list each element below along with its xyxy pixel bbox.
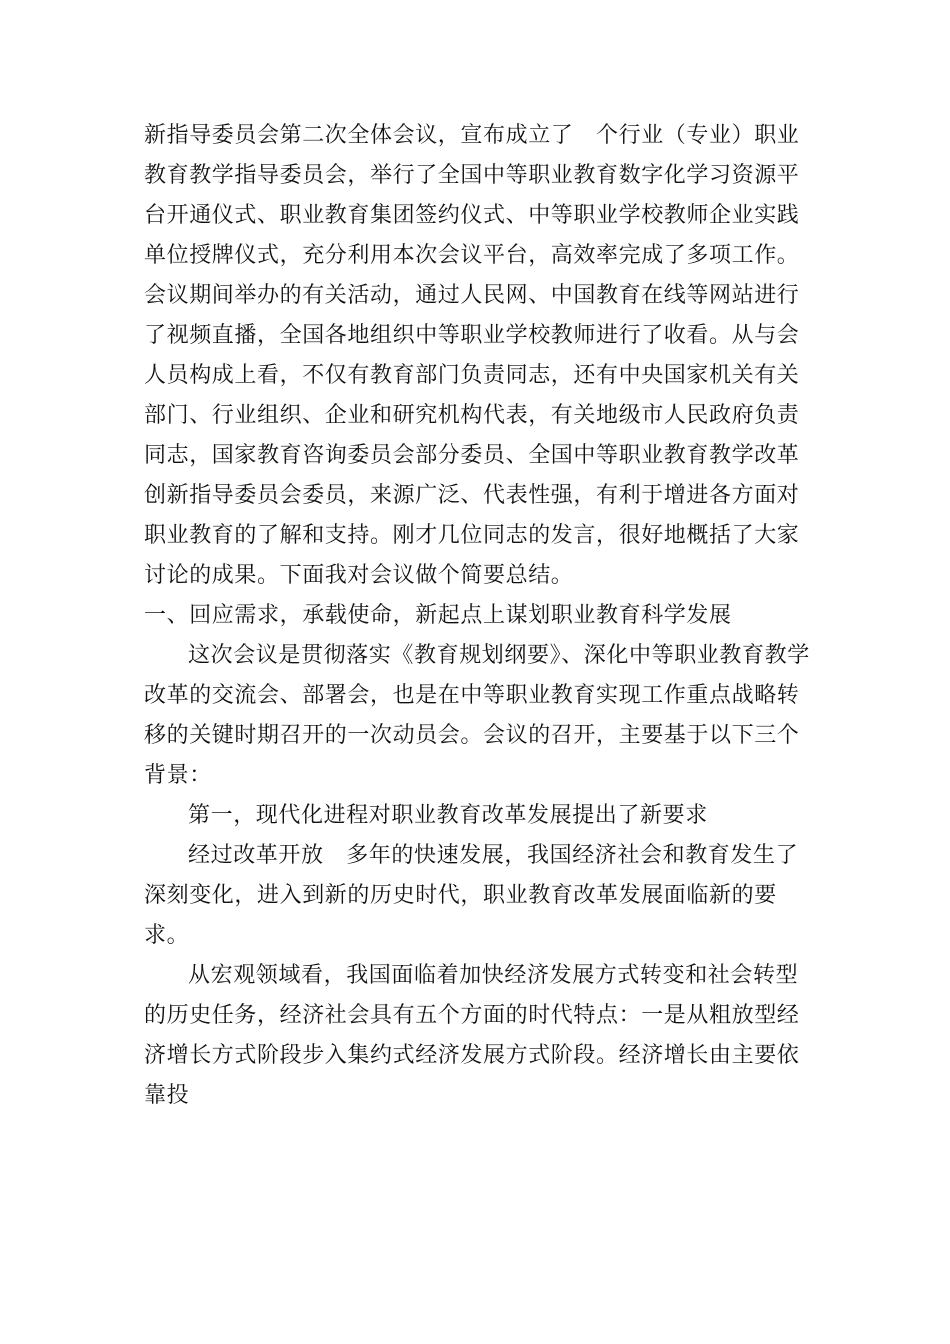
document-body (144, 116, 814, 1116)
paragraph-reform-changes: 经过改革开放 多年的快速发展，我国经济社会和教育发生了深刻变化，进入到新的历史时代，职业教育改革发展面临新的要求。 (144, 843, 799, 948)
paragraph-meeting-summary: 新指导委员会第二次全体会议，宣布成立了 个行业（专业）职业教育教学指导委员会，举行了全国中等职业教育数字化学习资源平台开通仪式、职业教育集团签约仪式、中等职业学校教师企业实践单位授牌仪式，充分利用本次会议平台，高效率完成了多项工作。会议期间举办的有关活动，通过人民网、中国教育在线等网站进行了视频直播，全国各地组织中等职业学校教师进行了收看。从与会人员构成上看，不仅有教育部门负责同志，还有中央国家机关有关部门、行业组织、企业和研究机构代表，有关地级市人民政府负责同志，国家教育咨询委员会部分委员、全国中等职业教育教学改革创新指导委员会委员，来源广泛、代表性强，有利于增进各方面对职业教育的了解和支持。刚才几位同志的发言，很好地概括了大家讨论的成果。下面我对会议做个简要总结。 (144, 123, 800, 588)
section-heading-one: 一、回应需求，承载使命，新起点上谋划职业教育科学发展 (144, 603, 732, 628)
subheading-first-point: 第一，现代化进程对职业教育改革发展提出了新要求 (188, 803, 708, 828)
paragraph-meeting-background: 这次会议是贯彻落实《教育规划纲要》、深化中等职业教育教学改革的交流会、部署会，也是在中等职业教育实现工作重点战略转移的关键时期召开的一次动员会。会议的召开，主要基于以下三个背景： (144, 643, 810, 788)
paragraph-macro-perspective: 从宏观领域看，我国面临着加快经济发展方式转变和社会转型的历史任务，经济社会具有五个方面的时代特点：一是从粗放型经济增长方式阶段步入集约式经济发展方式阶段。经济增长由主要依靠投 (144, 963, 800, 1108)
